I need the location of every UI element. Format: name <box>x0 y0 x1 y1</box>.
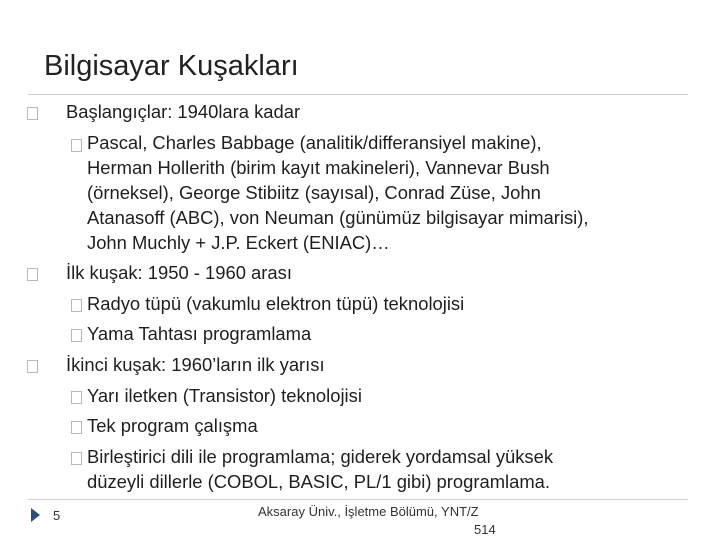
bullet-text: Başlangıçlar: 1940lara kadar <box>66 101 301 122</box>
bullet-box-icon <box>27 360 38 373</box>
footer-divider <box>28 499 688 500</box>
bullet-text-continued: Herman Hollerith (birim kayıt makineleri), Vannevar Bush <box>87 157 550 178</box>
bullet-text-continued: düzeyli dillerle (COBOL, BASIC, PL/1 gibi) programlama. <box>87 471 551 492</box>
bullet-text: Pascal, Charles Babbage (analitik/differansiyel makine), <box>87 132 542 153</box>
bullet-box-icon <box>71 452 82 465</box>
bullet-box-icon <box>71 299 82 312</box>
bullet-text-continued: (örneksel), George Stibiitz (sayısal), Conrad Züse, John <box>87 182 541 203</box>
bullet-text: Radyo tüpü (vakumlu elektron tüpü) teknolojisi <box>87 293 465 314</box>
bullet-box-icon <box>71 139 82 152</box>
bullet-text: İlk kuşak: 1950 - 1960 arası <box>66 262 292 283</box>
bullet-box-icon <box>71 329 82 342</box>
slide-title: Bilgisayar Kuşakları <box>44 50 299 82</box>
bullet-box-icon <box>71 421 82 434</box>
bullet-box-icon <box>71 391 82 404</box>
bullet-box-icon <box>27 268 38 281</box>
bullet-text-continued: Atanasoff (ABC), von Neuman (günümüz bilgisayar mimarisi), <box>87 207 589 228</box>
bullet-text: Birleştirici dili ile programlama; giderek yordamsal yüksek <box>87 446 554 467</box>
bullet-text: Tek program çalışma <box>87 415 258 436</box>
bullet-text-continued: John Muchly + J.P. Eckert (ENIAC)… <box>87 232 390 253</box>
bullet-text: Yarı iletken (Transistor) teknolojisi <box>87 385 362 406</box>
footer-source-page: 514 <box>474 522 496 537</box>
bullet-box-icon <box>27 107 38 120</box>
footer-triangle-icon <box>31 508 40 522</box>
bullet-text: İkinci kuşak: 1960’ların ilk yarısı <box>66 354 325 375</box>
bullet-text: Yama Tahtası programlama <box>87 323 312 344</box>
page-number: 5 <box>53 508 61 523</box>
footer-source: Aksaray Üniv., İşletme Bölümü, YNT/Z <box>258 504 479 519</box>
